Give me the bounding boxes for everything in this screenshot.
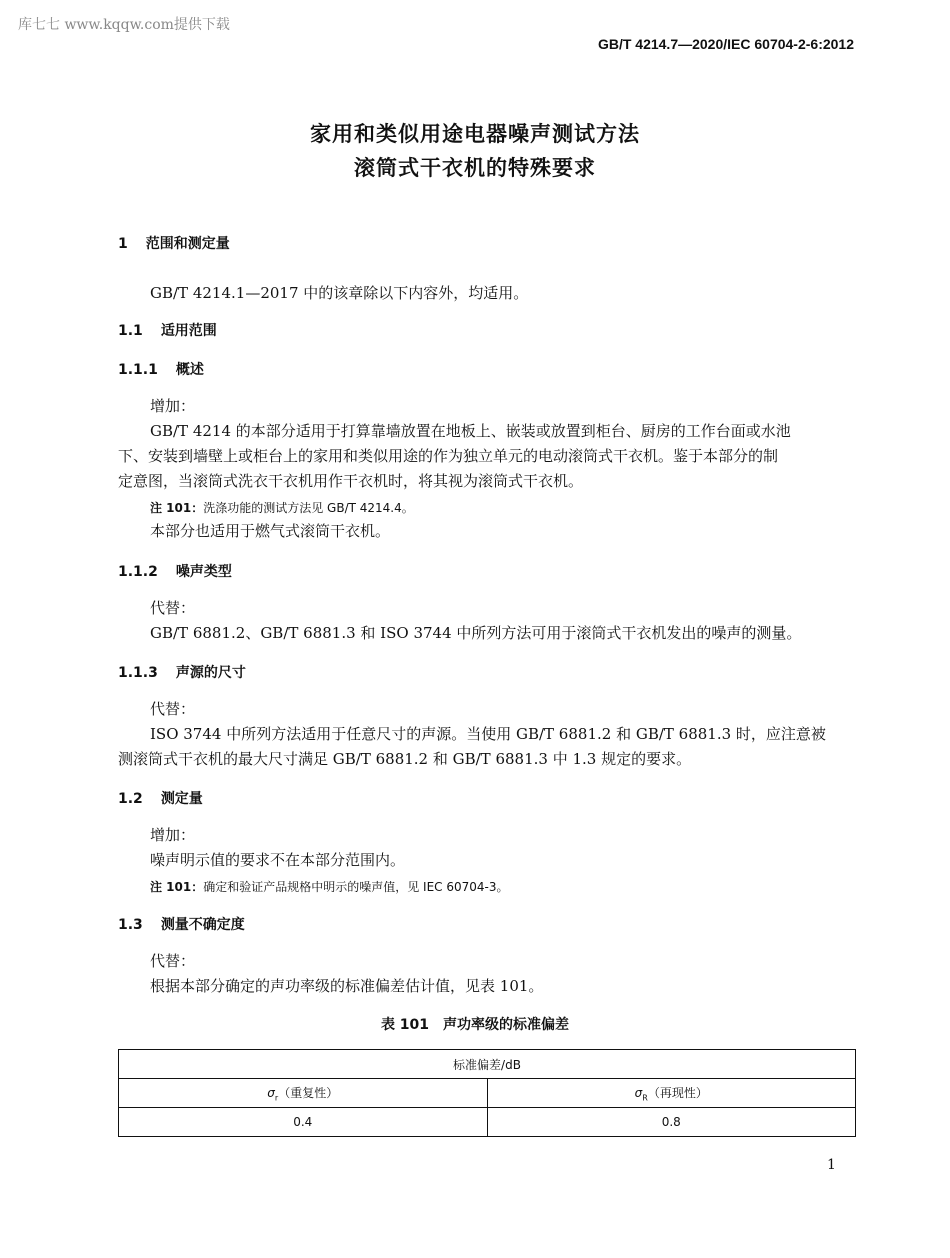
table-caption: 表 101 声功率级的标准偏差 <box>380 1017 570 1033</box>
s13-text: 根据本部分确定的声功率级的标准偏差估计值，见表 101。 <box>150 977 544 995</box>
section-1-1-heading <box>118 320 217 340</box>
s12-text: 噪声明示值的要求不在本部分范围内。 <box>150 851 406 869</box>
watermark: 库七七 www.kqqw.com提供下载 <box>18 17 230 33</box>
table-col-repeatability <box>119 1079 488 1108</box>
s113-para-line1: ISO 3744 中所列方法适用于任意尺寸的声源。当使用 GB/T 6881.2 和 GB/T 6881.3 时，应注意被 <box>150 725 826 743</box>
section-number: 1.2 <box>118 791 143 807</box>
note-text: 确定和验证产品规格中明示的噪声值，见 IEC 60704-3。 <box>203 880 509 894</box>
s111-para-line2: 下、安装到墙壁上或柜台上的家用和类似用途的作为独立单元的电动滚筒式干衣机。鉴于本部分的制 <box>118 447 779 465</box>
col-label: （再现性） <box>647 1085 708 1100</box>
section-1-3-heading <box>118 914 245 934</box>
s12-note <box>150 878 509 895</box>
standard-code: GB/T 4214.7—2020/IEC 60704-2-6:2012 <box>597 36 854 52</box>
s111-label: 增加： <box>150 397 196 415</box>
s113-label: 代替： <box>150 700 196 718</box>
section-title: 噪声类型 <box>175 564 232 580</box>
page-number: 1 <box>827 1157 836 1173</box>
sigma-sub: r <box>274 1093 279 1103</box>
page-title-line1: 家用和类似用途电器噪声测试方法 <box>310 122 640 146</box>
section-number: 1.1.1 <box>118 362 158 378</box>
section-title: 概述 <box>175 362 204 378</box>
sigma-symbol: σ <box>267 1085 275 1100</box>
s12-label: 增加： <box>150 826 196 844</box>
section-1-1-2-heading <box>118 561 232 581</box>
s111-extra: 本部分也适用于燃气式滚筒干衣机。 <box>150 522 391 540</box>
s113-para-line2: 测滚筒式干衣机的最大尺寸满足 GB/T 6881.2 和 GB/T 6881.3 中 1.3 规定的要求。 <box>118 750 692 768</box>
section-title: 测量不确定度 <box>160 917 245 933</box>
note-label: 注 101： <box>150 501 204 515</box>
section-number: 1 <box>118 236 128 252</box>
sigma-sub: R <box>642 1093 648 1103</box>
section-title: 声源的尺寸 <box>175 665 246 681</box>
note-label: 注 101： <box>150 880 204 894</box>
s111-note <box>150 499 414 516</box>
section-title: 测定量 <box>160 791 203 807</box>
table-col-reproducibility <box>487 1079 856 1108</box>
section-1-text: GB/T 4214.1—2017 中的该章除以下内容外，均适用。 <box>150 284 529 302</box>
note-text: 洗涤功能的测试方法见 GB/T 4214.4。 <box>203 501 414 515</box>
s111-para-line1: GB/T 4214 的本部分适用于打算靠墙放置在地板上、嵌装或放置到柜台、厨房的工作台面或水池 <box>150 422 791 440</box>
section-title: 适用范围 <box>160 323 217 339</box>
table-header: 标准偏差/dB <box>119 1050 856 1079</box>
s112-label: 代替： <box>150 599 196 617</box>
section-1-1-3-heading <box>118 662 246 682</box>
section-number: 1.3 <box>118 917 143 933</box>
section-1-heading <box>118 233 230 253</box>
page-title-line2: 滚筒式干衣机的特殊要求 <box>354 156 596 180</box>
col-label: （重复性） <box>278 1085 339 1100</box>
s111-para-line3: 定意图，当滚筒式洗衣干衣机用作干衣机时，将其视为滚筒式干衣机。 <box>118 472 584 490</box>
section-number: 1.1 <box>118 323 143 339</box>
section-number: 1.1.3 <box>118 665 158 681</box>
s13-label: 代替： <box>150 952 196 970</box>
table-value-reproducibility: 0.8 <box>487 1108 856 1137</box>
section-1-1-1-heading <box>118 359 204 379</box>
section-title: 范围和测定量 <box>145 236 230 252</box>
std-deviation-table <box>118 1049 856 1137</box>
s112-text: GB/T 6881.2、GB/T 6881.3 和 ISO 3744 中所列方法可用于滚筒式干衣机发出的噪声的测量。 <box>150 624 802 642</box>
table-value-repeatability: 0.4 <box>119 1108 488 1137</box>
sigma-symbol: σ <box>634 1085 643 1100</box>
section-1-2-heading <box>118 788 203 808</box>
section-number: 1.1.2 <box>118 564 158 580</box>
